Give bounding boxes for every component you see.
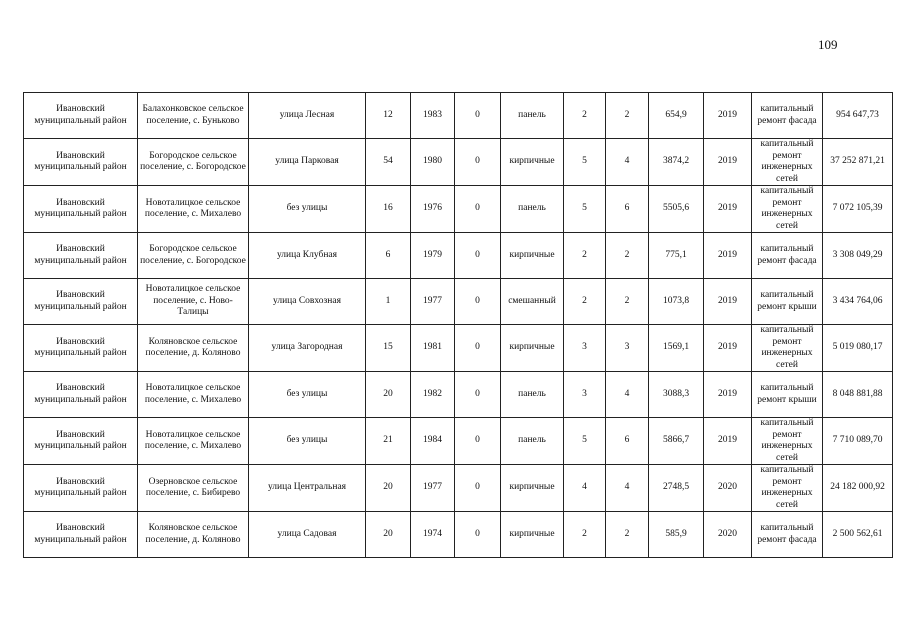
cell-district: Ивановский муниципальный район <box>24 465 138 512</box>
table-row <box>24 372 893 418</box>
table-row <box>24 279 893 325</box>
cell-street: улица Загородная <box>249 325 366 372</box>
cell-wall-material: панель <box>501 93 564 139</box>
cell-year-built: 1984 <box>411 418 455 465</box>
cell-year-built: 1979 <box>411 233 455 279</box>
cell-entrances: 2 <box>606 512 649 558</box>
cell-wall-material: панель <box>501 372 564 418</box>
cell-work-type: капитальный ремонт инженерных сетей <box>752 186 823 233</box>
cell-reconstruction-year: 0 <box>455 139 501 186</box>
cell-wall-material: кирпичные <box>501 512 564 558</box>
cell-house-number: 21 <box>366 418 411 465</box>
table-row <box>24 465 893 512</box>
cell-floors: 4 <box>564 465 606 512</box>
page-number: 109 <box>818 37 838 52</box>
cell-repair-year: 2019 <box>704 372 752 418</box>
cell-repair-year: 2019 <box>704 325 752 372</box>
cell-area: 5505,6 <box>649 186 704 233</box>
cell-district: Ивановский муниципальный район <box>24 233 138 279</box>
cell-district: Ивановский муниципальный район <box>24 93 138 139</box>
table-row <box>24 186 893 233</box>
cell-entrances: 6 <box>606 186 649 233</box>
cell-floors: 2 <box>564 93 606 139</box>
cell-reconstruction-year: 0 <box>455 418 501 465</box>
cell-house-number: 16 <box>366 186 411 233</box>
cell-settlement: Новоталицкое сельское поселение, с. Ново-Талицы <box>138 279 249 325</box>
cell-work-type: капитальный ремонт инженерных сетей <box>752 325 823 372</box>
table-row <box>24 325 893 372</box>
cell-repair-year: 2019 <box>704 93 752 139</box>
cell-cost: 954 647,73 <box>823 93 893 139</box>
cell-year-built: 1977 <box>411 279 455 325</box>
cell-work-type: капитальный ремонт крыши <box>752 372 823 418</box>
cell-reconstruction-year: 0 <box>455 93 501 139</box>
cell-cost: 24 182 000,92 <box>823 465 893 512</box>
cell-street: улица Центральная <box>249 465 366 512</box>
cell-entrances: 4 <box>606 139 649 186</box>
cell-entrances: 2 <box>606 279 649 325</box>
cell-work-type: капитальный ремонт инженерных сетей <box>752 465 823 512</box>
table-row <box>24 233 893 279</box>
cell-cost: 3 308 049,29 <box>823 233 893 279</box>
cell-settlement: Богородское сельское поселение, с. Богородское <box>138 139 249 186</box>
cell-area: 775,1 <box>649 233 704 279</box>
table-row <box>24 139 893 186</box>
cell-area: 3874,2 <box>649 139 704 186</box>
cell-settlement: Новоталицкое сельское поселение, с. Михалево <box>138 418 249 465</box>
cell-year-built: 1982 <box>411 372 455 418</box>
cell-street: улица Лесная <box>249 93 366 139</box>
cell-street: без улицы <box>249 418 366 465</box>
cell-wall-material: кирпичные <box>501 465 564 512</box>
cell-cost: 7 072 105,39 <box>823 186 893 233</box>
cell-house-number: 20 <box>366 512 411 558</box>
cell-wall-material: панель <box>501 186 564 233</box>
registry-table-body <box>24 93 893 558</box>
cell-entrances: 3 <box>606 325 649 372</box>
cell-area: 654,9 <box>649 93 704 139</box>
cell-street: улица Парковая <box>249 139 366 186</box>
cell-cost: 3 434 764,06 <box>823 279 893 325</box>
registry-table <box>23 92 893 558</box>
cell-repair-year: 2019 <box>704 139 752 186</box>
cell-year-built: 1980 <box>411 139 455 186</box>
cell-entrances: 2 <box>606 233 649 279</box>
cell-house-number: 1 <box>366 279 411 325</box>
cell-wall-material: кирпичные <box>501 139 564 186</box>
cell-reconstruction-year: 0 <box>455 279 501 325</box>
cell-work-type: капитальный ремонт инженерных сетей <box>752 139 823 186</box>
cell-area: 5866,7 <box>649 418 704 465</box>
cell-floors: 3 <box>564 372 606 418</box>
cell-house-number: 54 <box>366 139 411 186</box>
cell-settlement: Коляновское сельское поселение, д. Коляново <box>138 512 249 558</box>
table-row <box>24 93 893 139</box>
cell-floors: 2 <box>564 233 606 279</box>
cell-settlement: Озерновское сельское поселение, с. Бибирево <box>138 465 249 512</box>
cell-repair-year: 2019 <box>704 186 752 233</box>
table-row <box>24 418 893 465</box>
cell-area: 585,9 <box>649 512 704 558</box>
cell-settlement: Новоталицкое сельское поселение, с. Михалево <box>138 372 249 418</box>
cell-floors: 2 <box>564 279 606 325</box>
cell-wall-material: кирпичные <box>501 325 564 372</box>
cell-year-built: 1983 <box>411 93 455 139</box>
cell-entrances: 6 <box>606 418 649 465</box>
cell-cost: 37 252 871,21 <box>823 139 893 186</box>
cell-entrances: 4 <box>606 465 649 512</box>
cell-street: без улицы <box>249 186 366 233</box>
cell-district: Ивановский муниципальный район <box>24 418 138 465</box>
cell-reconstruction-year: 0 <box>455 325 501 372</box>
cell-street: улица Клубная <box>249 233 366 279</box>
cell-wall-material: смешанный <box>501 279 564 325</box>
cell-floors: 3 <box>564 325 606 372</box>
cell-reconstruction-year: 0 <box>455 372 501 418</box>
cell-repair-year: 2019 <box>704 233 752 279</box>
cell-area: 2748,5 <box>649 465 704 512</box>
cell-street: улица Совхозная <box>249 279 366 325</box>
cell-repair-year: 2019 <box>704 279 752 325</box>
cell-work-type: капитальный ремонт инженерных сетей <box>752 418 823 465</box>
cell-year-built: 1977 <box>411 465 455 512</box>
cell-settlement: Балахонковское сельское поселение, с. Буньково <box>138 93 249 139</box>
cell-floors: 5 <box>564 418 606 465</box>
cell-street: улица Садовая <box>249 512 366 558</box>
cell-wall-material: кирпичные <box>501 233 564 279</box>
cell-reconstruction-year: 0 <box>455 186 501 233</box>
cell-year-built: 1981 <box>411 325 455 372</box>
cell-cost: 5 019 080,17 <box>823 325 893 372</box>
cell-repair-year: 2020 <box>704 512 752 558</box>
cell-cost: 8 048 881,88 <box>823 372 893 418</box>
cell-entrances: 2 <box>606 93 649 139</box>
cell-floors: 2 <box>564 512 606 558</box>
cell-work-type: капитальный ремонт фасада <box>752 233 823 279</box>
cell-floors: 5 <box>564 139 606 186</box>
cell-area: 1569,1 <box>649 325 704 372</box>
cell-cost: 7 710 089,70 <box>823 418 893 465</box>
cell-area: 3088,3 <box>649 372 704 418</box>
cell-district: Ивановский муниципальный район <box>24 372 138 418</box>
cell-settlement: Коляновское сельское поселение, д. Коляново <box>138 325 249 372</box>
cell-year-built: 1976 <box>411 186 455 233</box>
cell-area: 1073,8 <box>649 279 704 325</box>
cell-wall-material: панель <box>501 418 564 465</box>
cell-district: Ивановский муниципальный район <box>24 139 138 186</box>
cell-district: Ивановский муниципальный район <box>24 186 138 233</box>
cell-house-number: 15 <box>366 325 411 372</box>
cell-district: Ивановский муниципальный район <box>24 512 138 558</box>
cell-house-number: 12 <box>366 93 411 139</box>
cell-reconstruction-year: 0 <box>455 512 501 558</box>
cell-work-type: капитальный ремонт крыши <box>752 279 823 325</box>
cell-repair-year: 2019 <box>704 418 752 465</box>
cell-house-number: 6 <box>366 233 411 279</box>
cell-work-type: капитальный ремонт фасада <box>752 93 823 139</box>
cell-year-built: 1974 <box>411 512 455 558</box>
cell-district: Ивановский муниципальный район <box>24 279 138 325</box>
cell-entrances: 4 <box>606 372 649 418</box>
cell-street: без улицы <box>249 372 366 418</box>
table-row <box>24 512 893 558</box>
cell-settlement: Новоталицкое сельское поселение, с. Михалево <box>138 186 249 233</box>
cell-work-type: капитальный ремонт фасада <box>752 512 823 558</box>
cell-reconstruction-year: 0 <box>455 465 501 512</box>
cell-reconstruction-year: 0 <box>455 233 501 279</box>
cell-repair-year: 2020 <box>704 465 752 512</box>
cell-floors: 5 <box>564 186 606 233</box>
cell-district: Ивановский муниципальный район <box>24 325 138 372</box>
cell-cost: 2 500 562,61 <box>823 512 893 558</box>
cell-settlement: Богородское сельское поселение, с. Богородское <box>138 233 249 279</box>
cell-house-number: 20 <box>366 465 411 512</box>
cell-house-number: 20 <box>366 372 411 418</box>
